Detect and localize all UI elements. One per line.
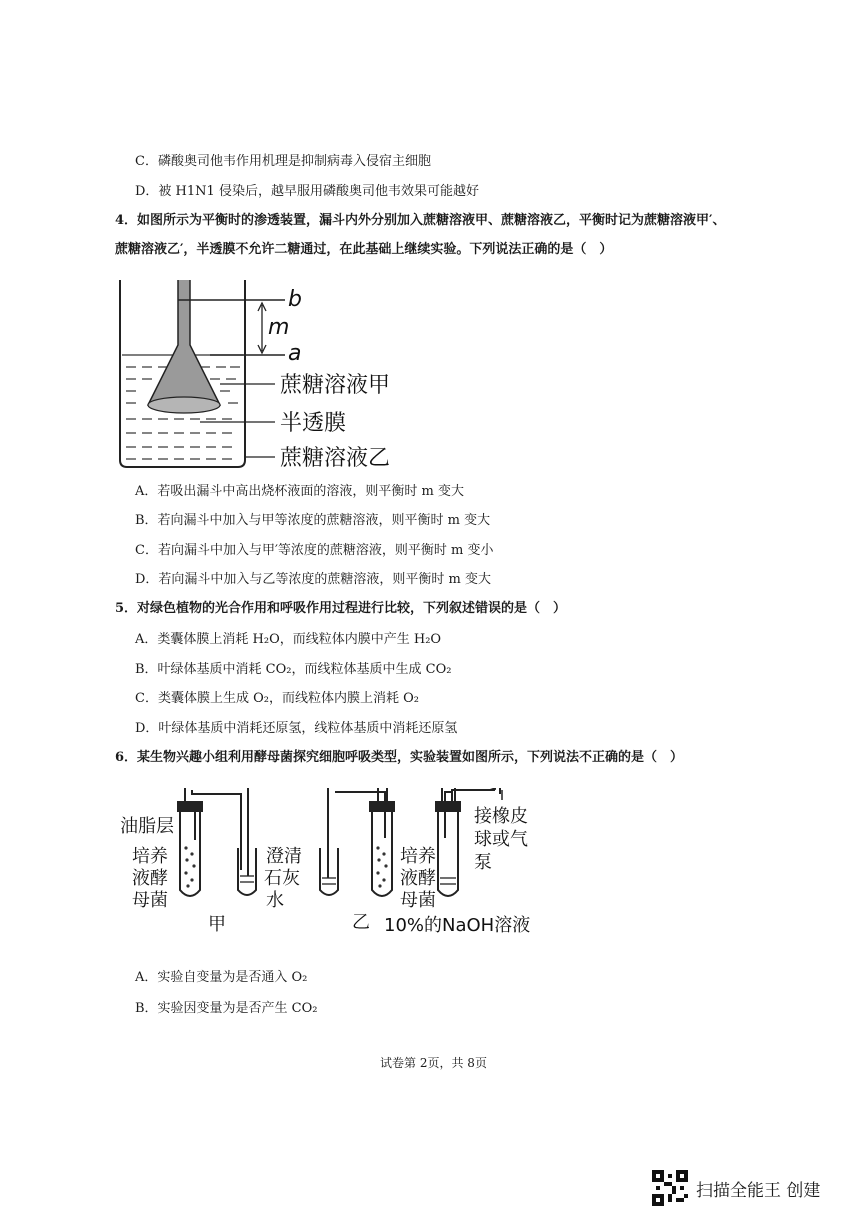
q3-option-c: C．磷酸奥司他韦作用机理是抑制病毒入侵宿主细胞 [135,154,431,169]
tube-naoh [438,810,458,896]
q4-stem-line1: 4．如图所示为平衡时的渗透装置，漏斗内外分别加入蔗糖溶液甲、蔗糖溶液乙，平衡时记为蔗糖溶液甲′、 [115,213,726,228]
label-pump-1: 接橡皮 [474,806,528,827]
label-b: b [288,287,302,312]
tube-jia-culture [180,810,200,896]
label-sucrose-yi: 蔗糖溶液乙 [280,446,391,471]
tube-yi-culture [372,810,392,896]
label-limewater-1: 澄清 [266,846,302,867]
label-a: a [288,341,302,366]
label-sucrose-jia: 蔗糖溶液甲 [280,373,391,398]
q4-stem-line2: 蔗糖溶液乙′，半透膜不允许二糖通过，在此基础上继续实验。下列说法正确的是（ ） [115,242,613,257]
label-limewater-3: 水 [266,890,284,911]
q5-stem: 5．对绿色植物的光合作用和呼吸作用过程进行比较，下列叙述错误的是（ ） [115,601,567,616]
label-culture-b-3: 母菌 [400,890,436,911]
q4-option-a: A．若吸出漏斗中高出烧杯液面的溶液，则平衡时 m 变大 [135,484,464,499]
label-culture-1: 培养 [132,846,168,867]
label-oil-layer: 油脂层 [120,816,174,837]
qr-code-icon [652,1170,688,1206]
label-m: m [268,315,290,340]
q6-option-b: B．实验因变量为是否产生 CO₂ [135,1001,318,1016]
scanner-watermark [652,1170,820,1206]
osmosis-apparatus-figure [110,275,450,475]
q5-option-d: D．叶绿体基质中消耗还原氢，线粒体基质中消耗还原氢 [135,721,458,736]
label-pump-2: 球或气 [474,829,528,850]
q5-option-c: C．类囊体膜上生成 O₂，而线粒体内膜上消耗 O₂ [135,691,419,706]
label-membrane: 半透膜 [280,411,347,436]
label-culture-2: 液酵 [132,868,168,889]
label-culture-3: 母菌 [132,890,168,911]
label-culture-b-2: 液酵 [400,868,436,889]
q5-option-a: A．类囊体膜上消耗 H₂O，而线粒体内膜中产生 H₂O [135,632,442,647]
label-yi: 乙 [352,912,370,933]
q6-stem: 6．某生物兴趣小组利用酵母菌探究细胞呼吸类型，实验装置如图所示，下列说法不正确的是（ ） [115,750,684,765]
label-jia: 甲 [208,914,226,935]
label-limewater-2: 石灰 [264,868,300,889]
q4-option-d: D．若向漏斗中加入与乙等浓度的蔗糖溶液，则平衡时 m 变大 [135,572,492,587]
label-culture-b-1: 培养 [400,846,436,867]
q3-option-d: D．被 H1N1 侵染后，越早服用磷酸奥司他韦效果可能越好 [135,184,479,199]
label-naoh: 10%的NaOH溶液 [384,915,531,936]
semipermeable-membrane [148,397,220,413]
watermark-text: 扫描全能王 创建 [696,1180,821,1201]
q4-option-b: B．若向漏斗中加入与甲等浓度的蔗糖溶液，则平衡时 m 变大 [135,513,491,528]
q4-option-c: C．若向漏斗中加入与甲′等浓度的蔗糖溶液，则平衡时 m 变小 [135,543,494,558]
yeast-respiration-figure [110,788,550,943]
page-footer: 试卷第 2页，共 8页 [380,1056,487,1070]
label-pump-3: 泵 [474,852,492,873]
q5-option-b: B．叶绿体基质中消耗 CO₂，而线粒体基质中生成 CO₂ [135,662,452,677]
q6-option-a: A．实验自变量为是否通入 O₂ [135,970,308,985]
